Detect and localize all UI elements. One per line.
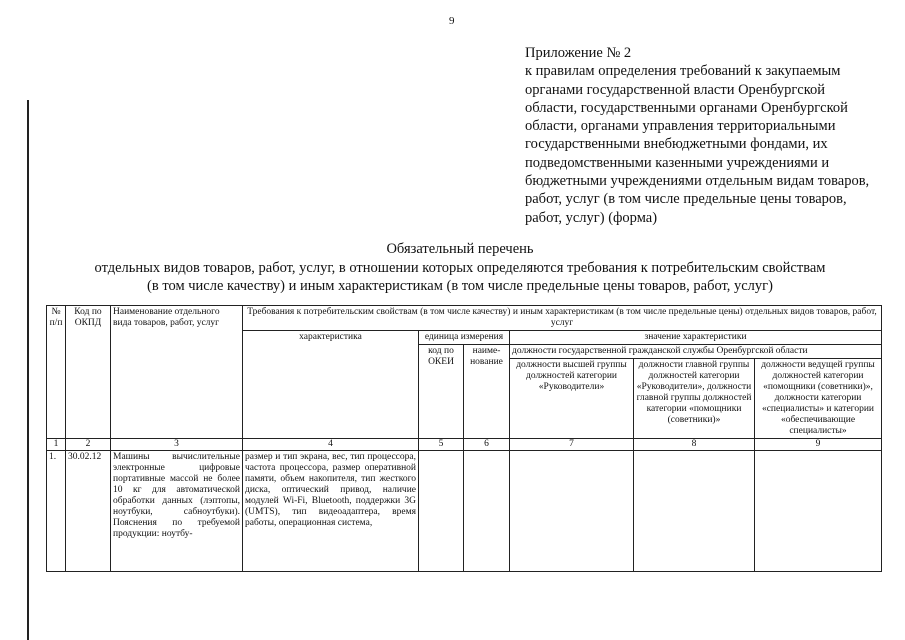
column-number: 7 [510,439,634,451]
column-number: 1 [47,439,66,451]
header-okei: код по ОКЕИ [419,345,464,439]
column-number: 5 [419,439,464,451]
title-line-2: отдельных видов товаров, работ, услуг, в отношении которых определяются требования к потребительским свойствам [94,259,826,276]
appendix-number: Приложение № 2 [525,45,632,61]
column-number-row [47,439,882,451]
row-okei [419,451,464,572]
appendix-text: к правилам определения требований к закупаемым органами государственной власти Оренбургской области, государственными органами Оренбургской области, органами управления территориальными государственными внебюджетными фондами, их подведомственными казенными учреждениями и бюджетными учреждениями отдельным видам товаров, работ, услуг (в том числе предельные цены товаров, работ, услуг) (форма) [525,63,870,226]
column-number: 4 [243,439,419,451]
binding-edge [27,100,29,640]
column-number: 8 [634,439,755,451]
column-number: 6 [464,439,510,451]
header-value: значение характеристики [510,331,882,345]
row-value-col9 [755,451,882,572]
row-name: Машины вычислительные электронные цифровые портативные массой не более 10 кг для автоматической обработки данных (лэптопы, ноутбуки, сабноутбуки). Пояснения по требуемой продукции: ноутбу- [111,451,243,572]
row-value-col7 [510,451,634,572]
header-name: Наименование отдельного вида товаров, работ, услуг [111,306,243,439]
row-okpd: 30.02.12 [66,451,111,572]
row-num: 1. [47,451,66,572]
requirements-table [46,305,882,572]
appendix-block [525,44,870,227]
page-number: 9 [449,15,455,27]
row-unit-name [464,451,510,572]
header-okpd: Код по ОКПД [66,306,111,439]
header-unit-name: наиме-нование [464,345,510,439]
header-col8: должности главной группы должностей категории «Руководители», должности главной группы должностей категории «помощники (советники)» [634,359,755,439]
column-number: 9 [755,439,882,451]
header-positions: должности государственной гражданской службы Оренбургской области [510,345,882,359]
header-characteristic: характеристика [243,331,419,439]
column-number: 3 [111,439,243,451]
header-row-1 [47,306,882,331]
header-requirements: Требования к потребительским свойствам (в том числе качеству) и иным характеристикам (в том числе предельные цены) отдельных видов товаров, работ, услуг [243,306,882,331]
title-line-3: (в том числе качеству) и иным характеристикам (в том числе предельные цены товаров, работ, услуг) [147,278,773,294]
row-value-col8 [634,451,755,572]
header-col7: должности высшей группы должностей категории «Руководители» [510,359,634,439]
row-characteristic: размер и тип экрана, вес, тип процессора, частота процессора, размер оперативной памяти, объем накопителя, тип жесткого диска, оптический привод, наличие модулей Wi-Fi, Bluetooth, поддержки 3G (UMTS), тип видеоадаптера, время работы, операционная система, [243,451,419,572]
title-line-1: Обязательный перечень [386,241,534,257]
column-number: 2 [66,439,111,451]
table-row [47,451,882,572]
header-num: № п/п [47,306,66,439]
header-col9: должности ведущей группы должностей категории «помощники (советники)», должности категории «специалисты» и категории «обеспечивающие специалисты» [755,359,882,439]
header-unit: единица измерения [419,331,510,345]
document-title [40,240,880,296]
